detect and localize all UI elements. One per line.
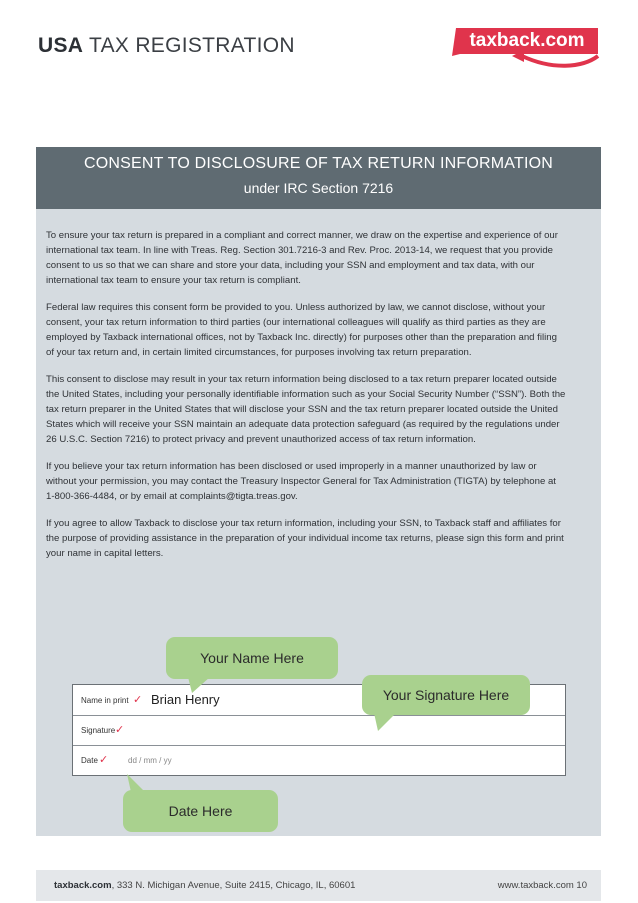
paragraph-1: To ensure your tax return is prepared in a compliant and correct manner, we draw on the expertise and experience of our international tax team. In line with Treas. Reg. Section 301.7216-3 and Rev. Proc. 2013-14, we request that you provide consent to us so that we can share and store your data, including your SSN and employment and tax data, with our international tax team to ensure your tax return is compliant. <box>46 230 558 286</box>
date-label: Date <box>81 756 98 765</box>
footer-website[interactable]: www.taxback.com <box>497 880 574 891</box>
signature-callout <box>362 675 530 715</box>
consent-body <box>46 228 566 573</box>
page-title <box>38 34 295 58</box>
consent-banner <box>36 147 601 209</box>
title-rest: TAX REGISTRATION <box>89 34 295 57</box>
footer-right <box>498 880 587 891</box>
callout-pointer-icon <box>374 713 396 731</box>
footer-address-text: , 333 N. Michigan Avenue, Suite 2415, Chicago, IL, 60601 <box>111 880 356 891</box>
footer-brand: taxback.com <box>54 880 112 891</box>
checkmark-icon: ✓ <box>133 694 143 706</box>
paragraph-4: If you believe your tax return information has been disclosed or used improperly in a manner unauthorized by law or without your permission, you may contact the Treasury Inspector General for Tax Administration (TIGTA) by telephone at 1-800-366-4484, or by email at complaints@tigta.treas.gov. <box>46 461 556 502</box>
date-row[interactable] <box>73 745 565 775</box>
name-callout <box>166 637 338 679</box>
paragraph-3: This consent to disclose may result in your tax return information being disclosed to a tax return preparer located outside the United States, including your personally identifiable information such as your Social Security Number (“SSN”). Both the tax return preparer in the United States that will disclose your SSN and the tax return preparer located outside the United States which will receive your SSN maintain an adequate data protection safeguard (as required by the regulations under 26 U.S.C. Section 7216) to protect privacy and prevent unauthorized access of tax return information. <box>46 374 566 445</box>
banner-subheading: under IRC Section 7216 <box>243 180 394 196</box>
date-callout <box>123 790 278 832</box>
date-callout-text: Date Here <box>168 803 233 819</box>
callout-pointer-icon <box>127 774 149 792</box>
name-field[interactable]: Brian Henry <box>151 692 220 707</box>
name-callout-text: Your Name Here <box>200 650 304 666</box>
page-footer <box>36 870 601 901</box>
taxback-logo <box>452 26 602 78</box>
page-number: 10 <box>576 880 587 891</box>
name-label: Name in print <box>81 696 129 705</box>
signature-callout-text: Your Signature Here <box>382 687 510 703</box>
paragraph-2: Federal law requires this consent form be provided to you. Unless authorized by law, we cannot disclose, without your consent, your tax return information to third parties (our international colleagues will qualify as third parties as they are employed by Taxback international offices, not by Taxback Inc. directly) for purposes other than the preparation and filing of your tax return and, in certain limited circumstances, for purposes involving tax return preparation. <box>46 302 557 358</box>
logo-text: taxback.com <box>469 30 585 51</box>
title-bold: USA <box>38 34 84 57</box>
callout-pointer-icon <box>188 677 210 693</box>
paragraph-5: If you agree to allow Taxback to disclose your tax return information, including your SSN, to Taxback staff and affiliates for the purpose of providing assistance in the preparation of your individual income tax returns, please sign this form and print your name in capital letters. <box>46 518 564 559</box>
banner-heading: CONSENT TO DISCLOSURE OF TAX RETURN INFORMATION <box>83 155 553 172</box>
checkmark-icon: ✓ <box>99 754 109 766</box>
signature-label: Signature <box>81 726 116 735</box>
footer-address <box>54 880 355 891</box>
date-field[interactable]: dd / mm / yy <box>128 756 172 765</box>
checkmark-icon: ✓ <box>115 724 125 736</box>
signature-row[interactable] <box>73 715 565 746</box>
